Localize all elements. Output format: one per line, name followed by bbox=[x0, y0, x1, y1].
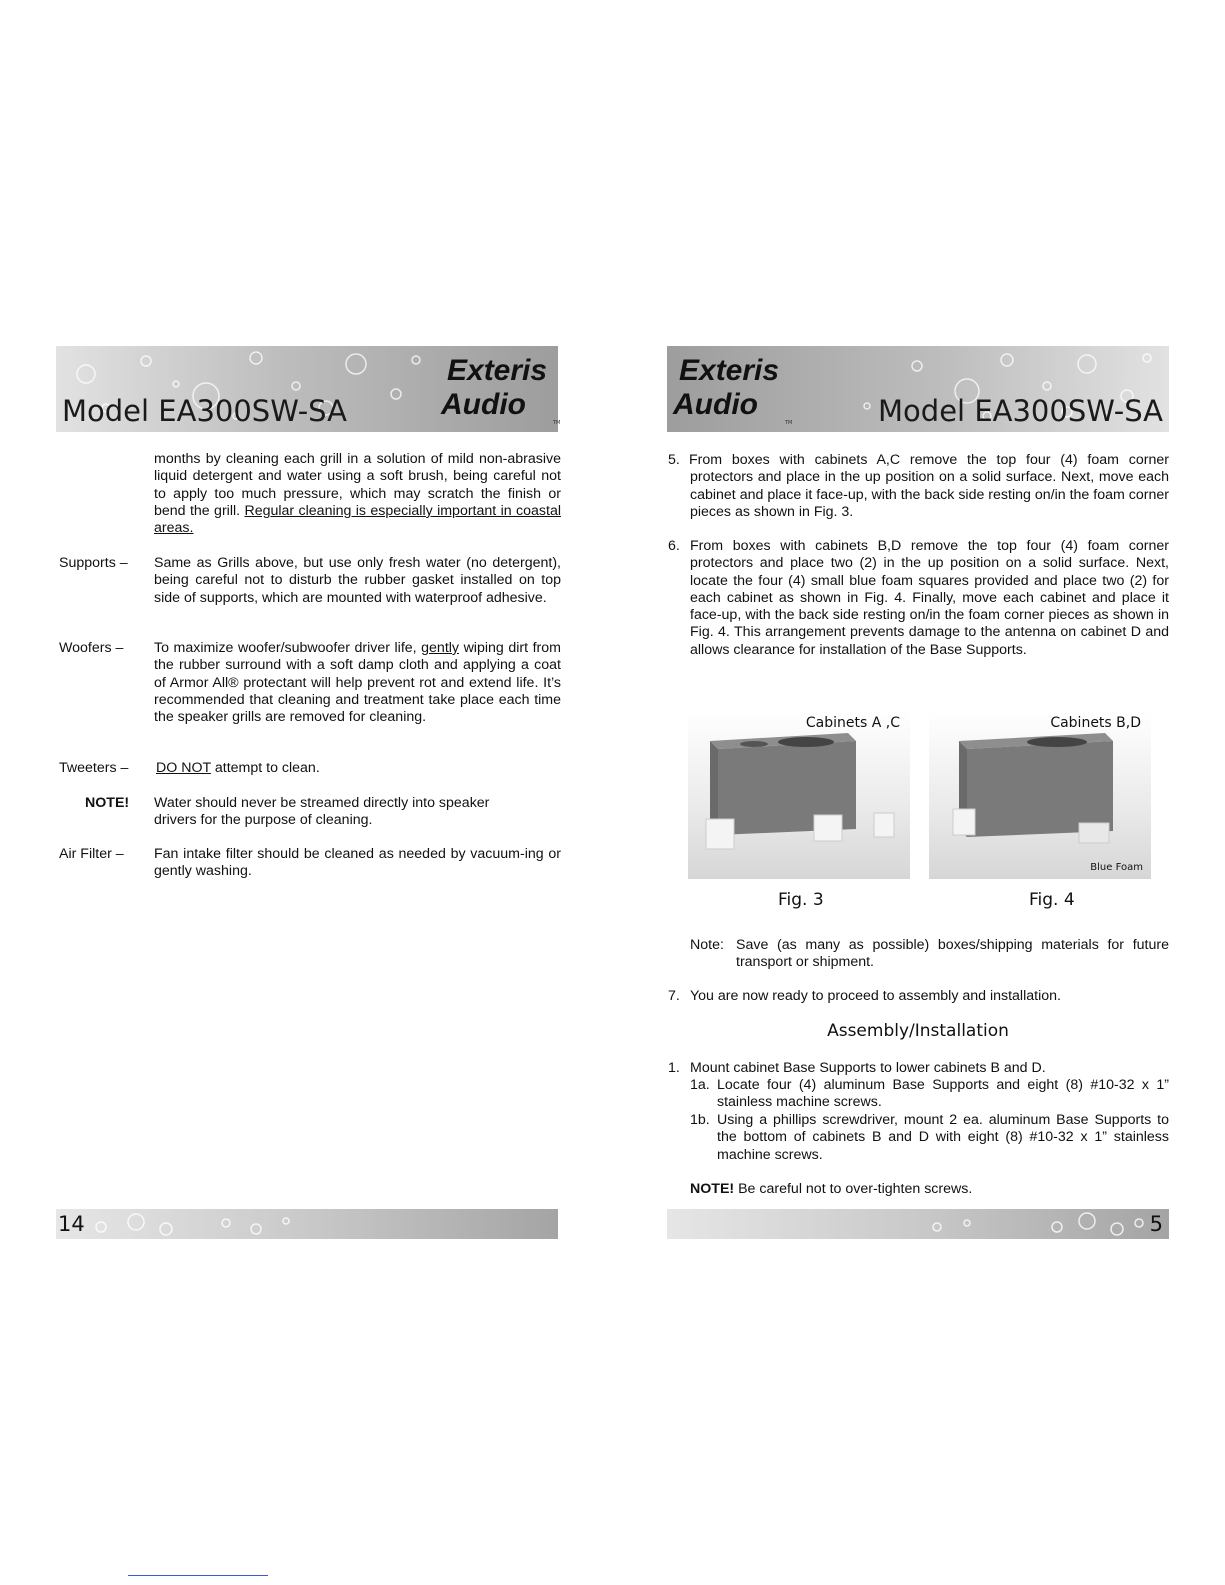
exteris-audio-logo: Exteris Audio TM bbox=[673, 354, 793, 426]
grill-cleaning-paragraph: months by cleaning each grill in a solution of mild non-abrasive liquid detergent and water using a soft brush, being careful not to apply too much pressure, which may scratch the finish or bend the grill. Regular cleaning is especially important in coastal areas. bbox=[154, 451, 561, 537]
shipping-note-label: Note: bbox=[690, 937, 724, 953]
woofers-text: To maximize woofer/subwoofer driver life, gently wiping dirt from the rubber surround with a soft damp cloth and applying a coat of Armor All® protectant will help prevent rot and extend life. It’s recommended that cleaning and treatment take place each time the speaker grills are removed for cleaning. bbox=[154, 640, 561, 726]
figure-4-photo bbox=[929, 711, 1151, 879]
model-title: Model EA300SW-SA bbox=[62, 394, 347, 428]
right-page-footer bbox=[667, 1209, 1169, 1239]
water-drops-decoration bbox=[667, 1209, 1169, 1239]
assembly-heading: Assembly/Installation bbox=[827, 1021, 1009, 1041]
step-5-text: From boxes with cabinets A,C remove the top four (4) foam corner protectors and place in the up position on a solid surface. Next, move each cabinet and place it face-up, with the back side resting on/in the foam corner pieces as shown in Fig. 3. bbox=[689, 452, 1169, 520]
shipping-note-text: Save (as many as possible) boxes/shipping materials for future transport or shipment. bbox=[736, 937, 1169, 971]
blue-foam-label: Blue Foam bbox=[1090, 862, 1143, 873]
supports-text: Same as Grills above, but use only fresh water (no detergent), being careful not to disturb the rubber gasket installed on top side of supports, which are mounted with waterproof adhesive. bbox=[154, 555, 561, 606]
assembly-step-1-number: 1. bbox=[668, 1060, 680, 1076]
figure-4-label: Cabinets B,D bbox=[1050, 715, 1141, 731]
cabinet-photo-illustration bbox=[929, 711, 1151, 879]
assembly-step-1a-text: Locate four (4) aluminum Base Supports and eight (8) #10-32 x 1” stainless machine screws. bbox=[717, 1077, 1169, 1111]
footnote-link-line bbox=[128, 1575, 268, 1576]
step-7-number: 7. bbox=[668, 988, 680, 1004]
exteris-audio-logo: Exteris Audio TM bbox=[441, 354, 561, 426]
right-page-header bbox=[667, 346, 1169, 432]
figure-4-caption: Fig. 4 bbox=[1029, 890, 1075, 910]
final-note-text: Be careful not to over-tighten screws. bbox=[738, 1181, 973, 1197]
cabinet-photo-illustration bbox=[688, 711, 910, 879]
model-title: Model EA300SW-SA bbox=[878, 394, 1163, 428]
step-5-number: 5. bbox=[668, 452, 680, 468]
page-number: 14 bbox=[58, 1212, 85, 1236]
air-filter-label: Air Filter – bbox=[59, 846, 124, 862]
step-6-text: From boxes with cabinets B,D remove the top four (4) foam corner protectors and place two (2) in the up position on a solid surface. Next, locate the four (4) small blue foam squares provided and place two (2) for each cabinet as shown in Fig. 4. Finally, move each cabinet and place it face-up, with the back side resting on/in the foam corner pieces as shown in Fig. 4. This arrangement prevents damage to the antenna on cabinet D and allows clearance for installation of the Base Supports. bbox=[690, 538, 1169, 658]
figure-3-photo bbox=[688, 711, 910, 879]
supports-label: Supports – bbox=[59, 555, 128, 571]
assembly-step-1b-text: Using a phillips screwdriver, mount 2 ea. aluminum Base Supports to the bottom of cabinets B and D with eight (8) #10-32 x 1” stainless machine screws. bbox=[717, 1112, 1169, 1163]
woofers-label: Woofers – bbox=[59, 640, 124, 656]
final-note bbox=[690, 1181, 1169, 1198]
note-text: Water should never be streamed directly into speaker drivers for the purpose of cleaning. bbox=[154, 795, 490, 829]
left-page-header bbox=[56, 346, 561, 432]
left-page-footer bbox=[56, 1209, 558, 1239]
tweeters-label: Tweeters – bbox=[59, 760, 129, 776]
air-filter-text: Fan intake filter should be cleaned as needed by vacuum-ing or gently washing. bbox=[154, 846, 561, 880]
water-drops-decoration bbox=[56, 1209, 558, 1239]
figure-3-caption: Fig. 3 bbox=[778, 890, 824, 910]
figure-3-label: Cabinets A ,C bbox=[805, 715, 900, 731]
step-6-number: 6. bbox=[668, 538, 680, 554]
assembly-step-1-text: Mount cabinet Base Supports to lower cabinets B and D. bbox=[690, 1060, 1046, 1076]
step-7-text: You are now ready to proceed to assembly and installation. bbox=[690, 988, 1061, 1004]
final-note-label: NOTE! bbox=[690, 1181, 735, 1197]
assembly-step-1b-number: 1b. bbox=[690, 1112, 710, 1128]
tweeters-text: DO NOT attempt to clean. bbox=[156, 760, 320, 776]
note-label: NOTE! bbox=[85, 795, 130, 811]
page-number: 5 bbox=[1149, 1212, 1163, 1236]
assembly-step-1a-number: 1a. bbox=[690, 1077, 710, 1093]
